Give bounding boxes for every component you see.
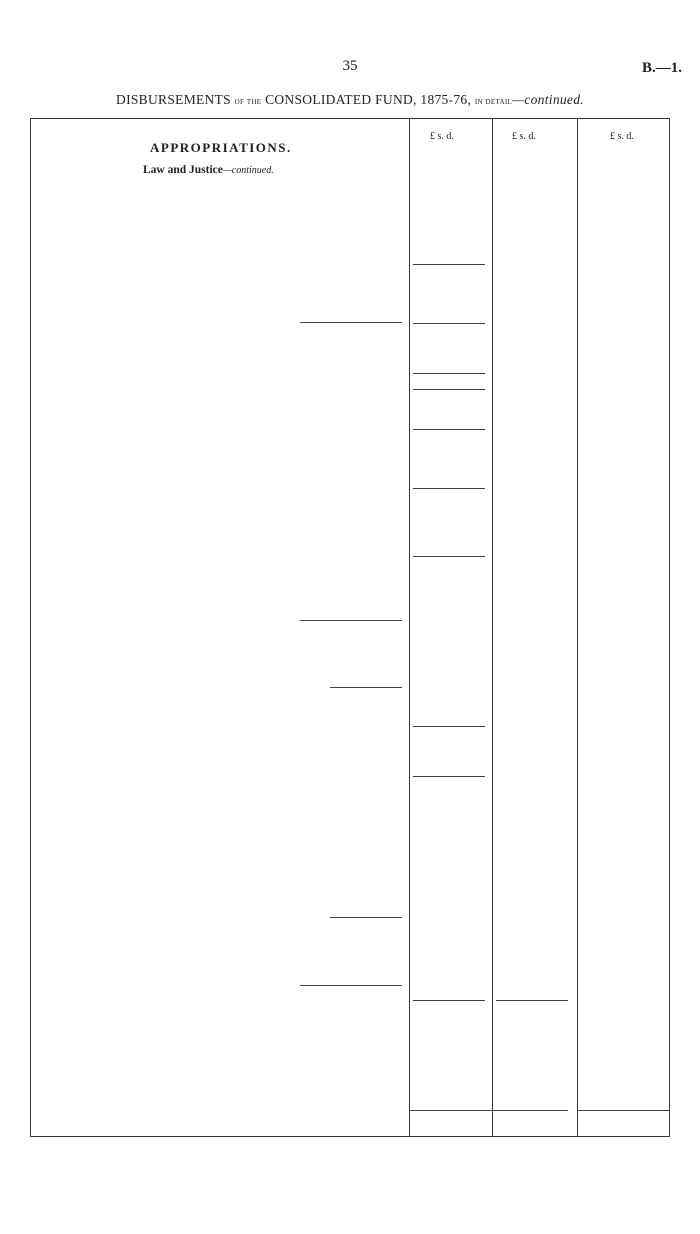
sum-rule bbox=[330, 687, 402, 688]
sum-rule bbox=[413, 776, 485, 777]
sum-rule bbox=[413, 726, 485, 727]
table-top-rule bbox=[30, 118, 670, 119]
heading-main: DISBURSEMENTS bbox=[116, 92, 231, 107]
table-left-border bbox=[30, 118, 31, 1136]
sum-rule bbox=[413, 389, 485, 390]
heading-in-detail: in detail bbox=[474, 97, 513, 107]
table-right-border bbox=[669, 118, 670, 1136]
sum-rule bbox=[300, 322, 402, 323]
subtitle-continued: —continued. bbox=[222, 165, 274, 176]
column-header-3: £ s. d. bbox=[610, 131, 634, 142]
section-subtitle bbox=[143, 164, 274, 176]
sum-rule bbox=[413, 323, 485, 324]
appropriations-title: APPROPRIATIONS. bbox=[150, 140, 292, 155]
document-reference: B.—1. bbox=[641, 60, 682, 76]
sum-rule bbox=[300, 985, 402, 986]
page-heading bbox=[0, 92, 700, 108]
sum-rule bbox=[413, 1000, 485, 1001]
column-divider-3 bbox=[577, 118, 578, 1136]
column-header-2: £ s. d. bbox=[512, 131, 536, 142]
sum-rule bbox=[410, 1110, 568, 1111]
sum-rule bbox=[413, 373, 485, 374]
sum-rule bbox=[496, 1000, 568, 1001]
sum-rule bbox=[300, 620, 402, 621]
column-divider-2 bbox=[492, 118, 493, 1136]
sum-rule bbox=[330, 917, 402, 918]
table-bottom-rule bbox=[30, 1136, 670, 1137]
page-number: 35 bbox=[342, 58, 358, 74]
heading-continued: —continued. bbox=[512, 92, 584, 107]
sum-rule bbox=[413, 556, 485, 557]
heading-of-the: of the bbox=[234, 97, 262, 107]
sum-rule bbox=[413, 488, 485, 489]
column-divider-1 bbox=[409, 118, 410, 1136]
sum-rule bbox=[413, 429, 485, 430]
subtitle-text: Law and Justice bbox=[143, 164, 223, 176]
sum-rule bbox=[413, 264, 485, 265]
heading-fund: CONSOLIDATED FUND, 1875-76, bbox=[265, 92, 472, 107]
column-header-1: £ s. d. bbox=[430, 131, 454, 142]
sum-rule bbox=[578, 1110, 669, 1111]
